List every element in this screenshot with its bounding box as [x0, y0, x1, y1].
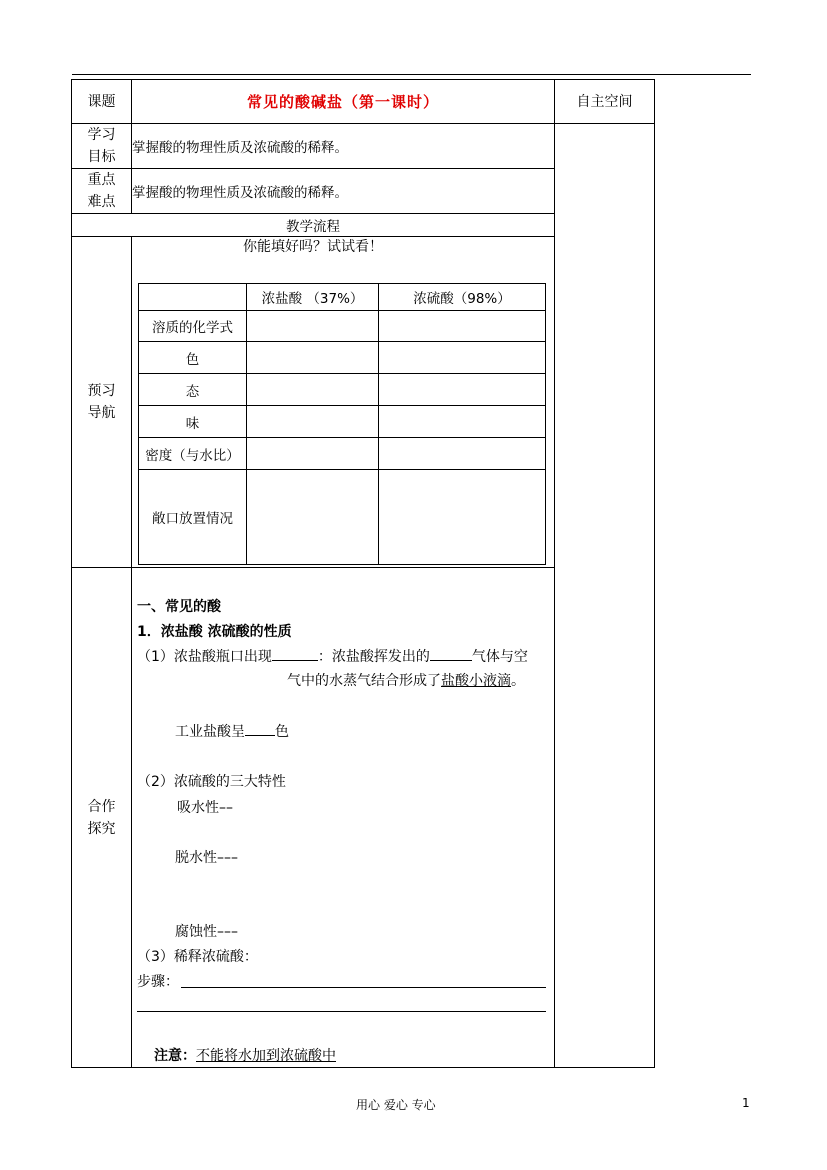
row-smell: 味 [139, 406, 247, 438]
answer-cell[interactable] [247, 311, 379, 342]
answer-cell[interactable] [247, 374, 379, 406]
row-color: 色 [139, 342, 247, 374]
answer-cell[interactable] [379, 342, 546, 374]
section-heading: 一、常见的酸 [137, 599, 221, 615]
q1-text-d: 气中的水蒸气结合形成了 [287, 673, 441, 689]
explore-cell [132, 568, 555, 1068]
industrial-text-b: 色 [275, 724, 289, 740]
explore-label-line1: 合作 [87, 798, 116, 815]
q1-text-a: （1）浓盐酸瓶口出现 [137, 649, 272, 665]
section-subheading: 1．浓盐酸 浓硫酸的性质 [137, 624, 292, 640]
goal-label-line1: 学习 [87, 127, 116, 143]
row-state: 态 [139, 374, 247, 406]
steps-label: 步骤： [137, 974, 179, 990]
answer-cell[interactable] [379, 374, 546, 406]
col-hcl: 浓盐酸 （37%） [247, 284, 379, 311]
row-density: 密度（与水比） [139, 438, 247, 470]
goal-label [72, 124, 132, 169]
answer-cell[interactable] [379, 438, 546, 470]
property-dehydrate: 脱水性––– [175, 850, 238, 866]
note [154, 1045, 336, 1065]
question-2: （2）浓硫酸的三大特性 [137, 774, 286, 790]
preview-prompt: 你能填好吗？试试看！ [243, 239, 383, 255]
key-label-line2: 难点 [87, 194, 116, 210]
corner-cell [139, 284, 247, 311]
blank-gas[interactable] [430, 646, 472, 661]
steps-line-1[interactable] [181, 987, 546, 988]
question-3: （3）稀释浓硫酸： [137, 949, 258, 965]
page-title: 常见的酸碱盐（第一课时） [132, 80, 555, 124]
answer-cell[interactable] [247, 406, 379, 438]
answer-cell[interactable] [379, 470, 546, 565]
page-number: 1 [742, 1096, 750, 1110]
preview-label-line2: 导航 [87, 405, 116, 421]
industrial-acid [175, 721, 289, 741]
question-1-line2 [287, 670, 525, 690]
answer-cell[interactable] [379, 406, 546, 438]
footer-motto: 用心 爱心 专心 [356, 1098, 436, 1112]
q1-text-c: 气体与空 [471, 649, 528, 665]
key-label [72, 169, 132, 214]
steps-line-2[interactable] [137, 1011, 546, 1012]
answer-cell[interactable] [247, 342, 379, 374]
blank-color[interactable] [245, 721, 275, 736]
note-text: 不能将水加到浓硫酸中 [196, 1048, 336, 1064]
note-label: 注意： [154, 1048, 196, 1064]
row-open: 敞口放置情况 [139, 470, 247, 565]
header-rule [72, 74, 751, 75]
q1-text-b: ：浓盐酸挥发出的 [317, 649, 430, 665]
question-1-line1 [137, 646, 528, 666]
goal-text: 掌握酸的物理性质及浓硫酸的稀释。 [132, 124, 555, 169]
explore-label-line2: 探究 [87, 820, 116, 837]
goal-label-line2: 目标 [87, 149, 116, 165]
preview-label-line1: 预习 [87, 383, 116, 399]
answer-cell[interactable] [247, 438, 379, 470]
lesson-plan-table [71, 79, 655, 1068]
self-space-label: 自主空间 [555, 80, 655, 124]
answer-cell[interactable] [379, 311, 546, 342]
topic-label: 课题 [72, 80, 132, 124]
key-text: 掌握酸的物理性质及浓硫酸的稀释。 [132, 169, 555, 214]
q1-text-f: 。 [511, 673, 525, 689]
properties-table [138, 283, 546, 565]
row-formula: 溶质的化学式 [139, 311, 247, 342]
property-corrode: 腐蚀性––– [175, 924, 238, 940]
explore-label [72, 568, 132, 1068]
blank-phenomenon[interactable] [272, 646, 318, 661]
self-space-column [555, 124, 655, 1068]
col-h2so4: 浓硫酸（98%） [379, 284, 546, 311]
teaching-flow: 教学流程 [72, 214, 555, 237]
property-absorb: 吸水性–– [177, 800, 233, 816]
preview-label [72, 237, 132, 568]
industrial-text-a: 工业盐酸呈 [175, 724, 245, 740]
q1-underlined: 盐酸小液滴 [441, 673, 511, 689]
answer-cell[interactable] [247, 470, 379, 565]
key-label-line1: 重点 [87, 172, 116, 188]
